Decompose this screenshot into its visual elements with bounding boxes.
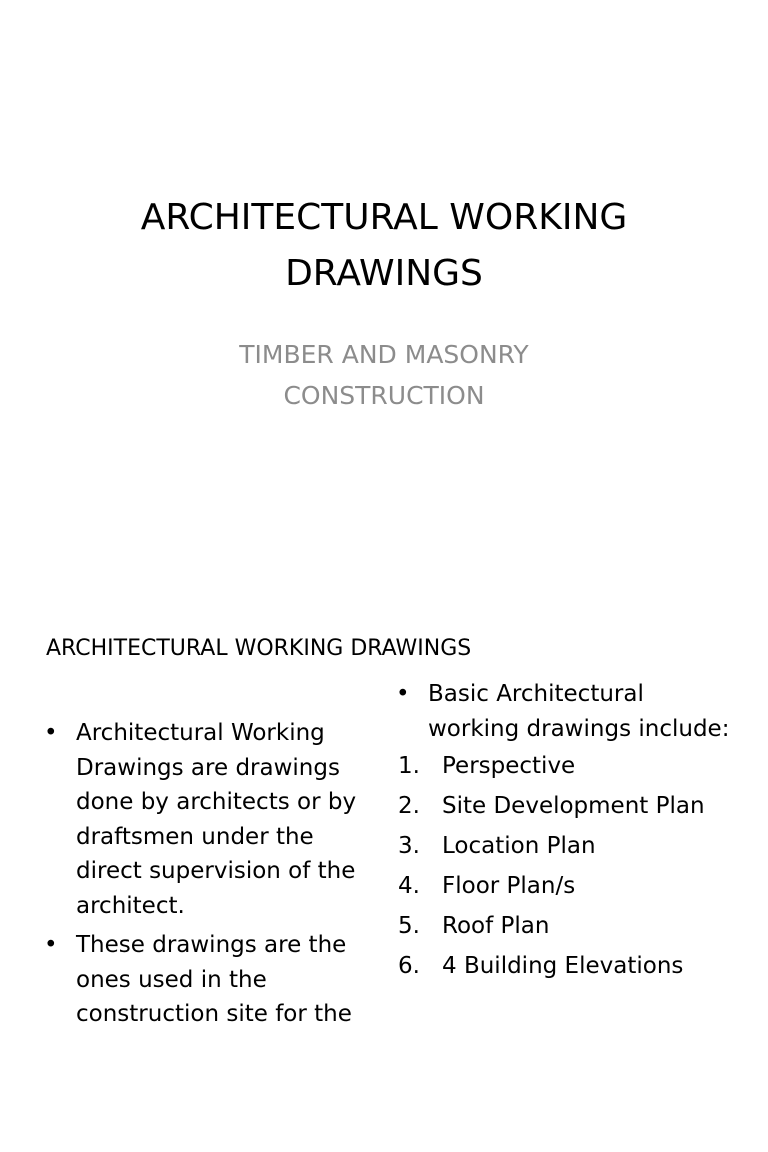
item-text: Roof Plan bbox=[442, 913, 550, 939]
numbered-item bbox=[396, 909, 736, 944]
title-line-2: DRAWINGS bbox=[285, 253, 483, 294]
item-text: Site Development Plan bbox=[442, 793, 705, 819]
item-number: 1. bbox=[398, 753, 420, 779]
slide-title-heading bbox=[40, 190, 728, 302]
bullet-item bbox=[44, 928, 374, 1032]
slide-subtitle bbox=[80, 334, 688, 416]
right-column bbox=[396, 677, 736, 989]
content-slide-title: ARCHITECTURAL WORKING DRAWINGS bbox=[46, 636, 472, 661]
bullet-marker: • bbox=[44, 932, 58, 958]
subtitle-line-1: TIMBER AND MASONRY bbox=[239, 340, 529, 369]
item-text: Location Plan bbox=[442, 833, 596, 859]
slide-content bbox=[0, 576, 768, 1152]
item-text: 4 Building Elevations bbox=[442, 953, 684, 979]
title-line-1: ARCHITECTURAL WORKING bbox=[140, 197, 628, 238]
item-text: Floor Plan/s bbox=[442, 873, 576, 899]
item-text: Perspective bbox=[442, 753, 576, 779]
item-number: 6. bbox=[398, 953, 420, 979]
numbered-item bbox=[396, 829, 736, 864]
bullet-marker: • bbox=[396, 681, 410, 707]
numbered-item bbox=[396, 949, 736, 984]
item-number: 3. bbox=[398, 833, 420, 859]
bullet-item bbox=[396, 677, 736, 746]
bullet-item bbox=[44, 716, 374, 923]
bullet-marker: • bbox=[44, 720, 58, 746]
bullet-text: Basic Architectural working drawings include: bbox=[428, 681, 730, 742]
item-number: 4. bbox=[398, 873, 420, 899]
item-number: 2. bbox=[398, 793, 420, 819]
bullet-text: Architectural Working Drawings are drawings done by architects or by draftsmen under the direct supervision of the architect. bbox=[76, 720, 357, 919]
item-number: 5. bbox=[398, 913, 420, 939]
numbered-item bbox=[396, 749, 736, 784]
subtitle-line-2: CONSTRUCTION bbox=[283, 381, 485, 410]
numbered-item bbox=[396, 789, 736, 824]
bullet-text: These drawings are the ones used in the construction site for the bbox=[76, 932, 352, 1027]
numbered-item bbox=[396, 869, 736, 904]
left-column bbox=[44, 716, 374, 1037]
